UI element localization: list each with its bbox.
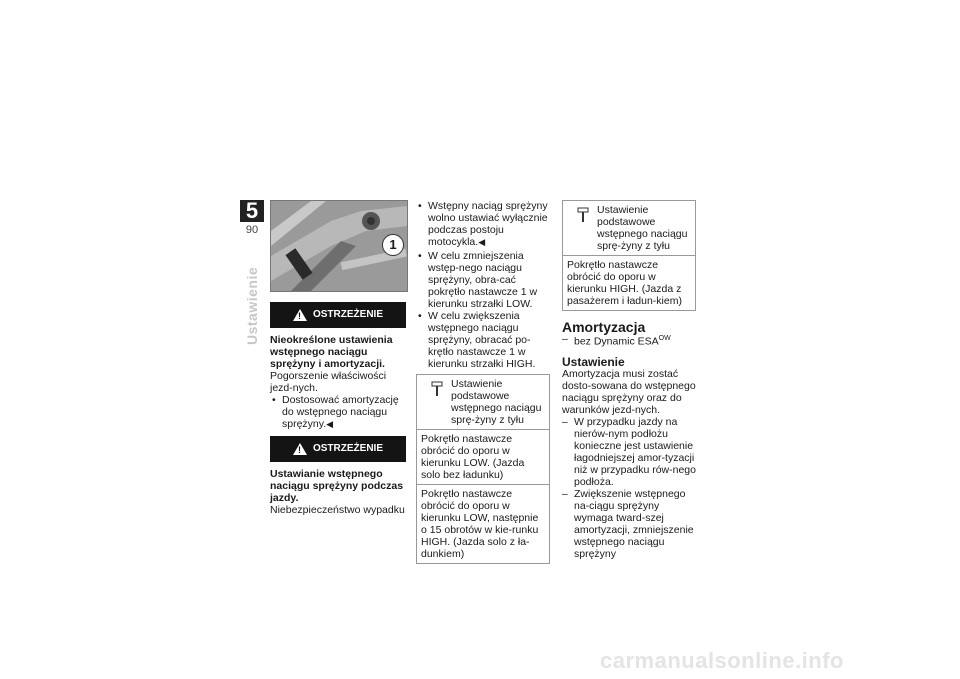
table-row: Pokrętło nastawcze obrócić do oporu w kierunku LOW. (Jazda solo bez ładunku) bbox=[417, 430, 549, 485]
list-item: • Dostosować amortyzację do wstępnego naciągu sprężyny.◀ bbox=[270, 394, 406, 430]
table-header: Ustawienie podstawowe wstępnego naciągu sprę-żyny z tyłu bbox=[563, 201, 695, 256]
list-item: – W przypadku jazdy na nierów-nym podłożu konieczne jest ustawienie łagodniejszej amor-tyzacji niż w przypadku rów-nego podłoża. bbox=[562, 416, 696, 488]
warning-label: OSTRZEŻENIE bbox=[312, 309, 383, 320]
watermark: carmanualsonline.info bbox=[600, 648, 844, 673]
table-header: Ustawienie podstawowe wstępnego naciągu sprę-żyny z tyłu bbox=[417, 375, 549, 430]
warning-title: Ustawianie wstępnego naciągu sprężyny podczas jazdy. bbox=[270, 468, 404, 504]
end-mark-icon: ◀ bbox=[478, 237, 486, 247]
paragraph: Amortyzacja musi zostać dosto-sowana do wstępnego naciągu sprężyny oraz do warunków jezd-nych. bbox=[562, 367, 696, 416]
list-item: – bez Dynamic $ESA^{OW}$ bbox=[562, 333, 696, 348]
column-2 bbox=[416, 200, 550, 564]
list-item: – Zwiększenie wstępnego na-ciągu sprężyny wymaga tward-szej amortyzacji, zmniejszenie wstępnego naciągu sprężyny bbox=[562, 488, 696, 560]
warning-box-1 bbox=[270, 302, 406, 328]
wrench-icon bbox=[577, 207, 589, 223]
settings-table bbox=[562, 200, 696, 311]
end-mark-icon: ◀ bbox=[326, 419, 334, 429]
chapter-title: Ustawienie bbox=[244, 266, 260, 345]
warning-body: Pogorszenie właściwości jezd-nych. bbox=[270, 370, 387, 394]
suspension-photo bbox=[270, 200, 408, 292]
list-item: • Wstępny naciąg sprężyny wolno ustawiać wyłącznie podczas postoju motocykla.◀ bbox=[416, 200, 550, 248]
warning-triangle-icon: ! bbox=[293, 443, 307, 455]
warning-label: OSTRZEŻENIE bbox=[312, 443, 383, 454]
section-heading: Amortyzacja bbox=[562, 319, 646, 335]
warning-box-2 bbox=[270, 436, 406, 462]
callout-1: 1 bbox=[382, 234, 404, 256]
wrench-icon bbox=[431, 381, 443, 397]
list-item: • W celu zmniejszenia wstęp-nego naciągu sprężyny, obra-cać pokrętło nastawcze 1 w kierunku strzałki LOW. bbox=[416, 250, 550, 310]
column-1 bbox=[270, 302, 406, 516]
subsection-heading: Ustawienie bbox=[562, 354, 625, 369]
column-3 bbox=[562, 200, 696, 560]
table-row: Pokrętło nastawcze obrócić do oporu w kierunku LOW, następnie o 15 obrotów w kie-runku HIGH. (Jazda solo z ła-dunkiem) bbox=[421, 488, 539, 560]
list-item: • W celu zwiększenia wstępnego naciągu sprężyny, obracać po-krętło nastawcze 1 w kierunku strzałki HIGH. bbox=[416, 310, 550, 370]
page-number: 90 bbox=[245, 224, 259, 236]
warning-body: Niebezpieczeństwo wypadku bbox=[270, 504, 405, 516]
settings-table bbox=[416, 374, 550, 564]
warning-title: Nieokreślone ustawienia wstępnego naciągu sprężyny i amortyzacji. bbox=[270, 334, 393, 370]
warning-triangle-icon: ! bbox=[293, 309, 307, 321]
chapter-number: 5 bbox=[240, 200, 264, 222]
table-row: Pokrętło nastawcze obrócić do oporu w kierunku HIGH. (Jazda z pasażerem i ładun-kiem) bbox=[567, 259, 682, 307]
